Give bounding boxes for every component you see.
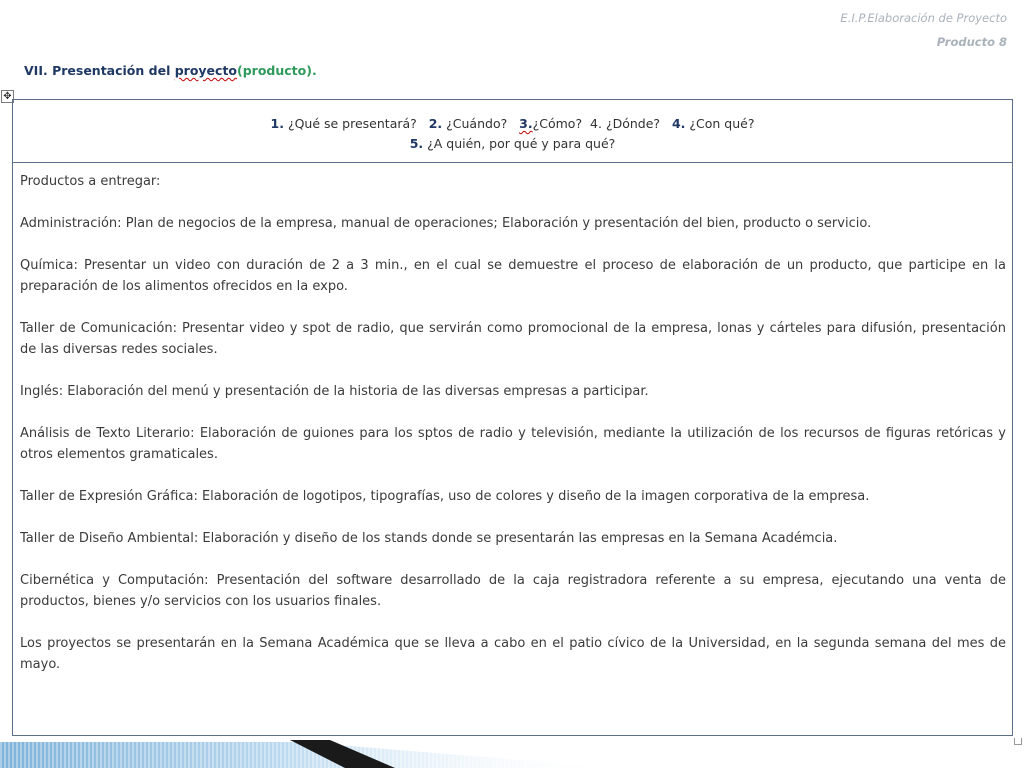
section-title (24, 63, 317, 78)
bottom-decorative-band (0, 740, 1024, 768)
administracion-paragraph: Administración: Plan de negocios de la empresa, manual de operaciones; Elaboración y presentación del bien, producto o servicio. (20, 216, 872, 231)
question-3-number: 3. (519, 116, 533, 131)
questions-header-cell (13, 100, 1012, 163)
products-body-cell (13, 163, 1012, 675)
question-2-number: 2. (428, 116, 443, 131)
header-course-name: E.I.P.Elaboración de Proyecto (840, 11, 1007, 25)
quimica-paragraph: Química: Presentar un video con duración de 2 a 3 min., en el cual se demuestre el proceso de elaboración de un producto, que participe en la preparación de los alimentos ofrecidos en la expo. (20, 258, 1006, 294)
products-intro: Productos a entregar: (20, 174, 161, 189)
question-1-text: ¿Qué se presentará? (283, 116, 417, 131)
question-3-text: ¿Cómo? (532, 116, 583, 131)
questions-line-2 (13, 134, 1012, 154)
cierre-paragraph: Los proyectos se presentarán en la Semana Académica que se lleva a cabo en el patio cívico de la Universidad, en la segunda semana del mes de mayo. (20, 636, 1006, 672)
comunicacion-paragraph: Taller de Comunicación: Presentar video y spot de radio, que servirán como promocional de la empresa, lonas y cárteles para difusión, presentación de las diversas redes sociales. (20, 321, 1006, 357)
section-title-prefix: VII. Presentación del (24, 63, 175, 78)
question-6-number: 5. (409, 136, 424, 151)
section-title-underlined: proyecto (174, 63, 238, 78)
question-1-number: 1. (270, 116, 284, 131)
cibernetica-paragraph: Cibernética y Computación: Presentación del software desarrollado de la caja registradora referente a su empresa, ejecutando una venta de productos, bienes y/o servicios con los usuarios finales. (20, 573, 1006, 609)
question-5-number: 4. (671, 116, 686, 131)
expresion-grafica-paragraph: Taller de Expresión Gráfica: Elaboración de logotipos, tipografías, uso de colores y diseño de la imagen corporativa de la empresa. (20, 489, 870, 504)
question-6-text: ¿A quién, por qué y para qué? (423, 136, 616, 151)
questions-line-1 (13, 114, 1012, 134)
question-2-text: ¿Cuándo? (442, 116, 508, 131)
decorative-band-graphic (0, 740, 1024, 768)
section-title-suffix: (producto). (237, 63, 317, 78)
question-4-text: 4. ¿Dónde? (590, 116, 661, 131)
ingles-paragraph: Inglés: Elaboración del menú y presentación de la historia de las diversas empresas a participar. (20, 384, 649, 399)
analisis-paragraph: Análisis de Texto Literario: Elaboración de guiones para los sptos de radio y televisión, mediante la utilización de los recursos de figuras retóricas y otros elementos gramaticales. (20, 426, 1006, 462)
diseno-ambiental-paragraph: Taller de Diseño Ambiental: Elaboración y diseño de los stands donde se presentarán las empresas en la Semana Académcia. (20, 531, 838, 546)
presentation-table (12, 99, 1013, 736)
header-product-number: Producto 8 (936, 35, 1007, 49)
question-5-text: ¿Con qué? (685, 116, 755, 131)
table-move-handle-icon[interactable]: ✥ (1, 90, 14, 103)
